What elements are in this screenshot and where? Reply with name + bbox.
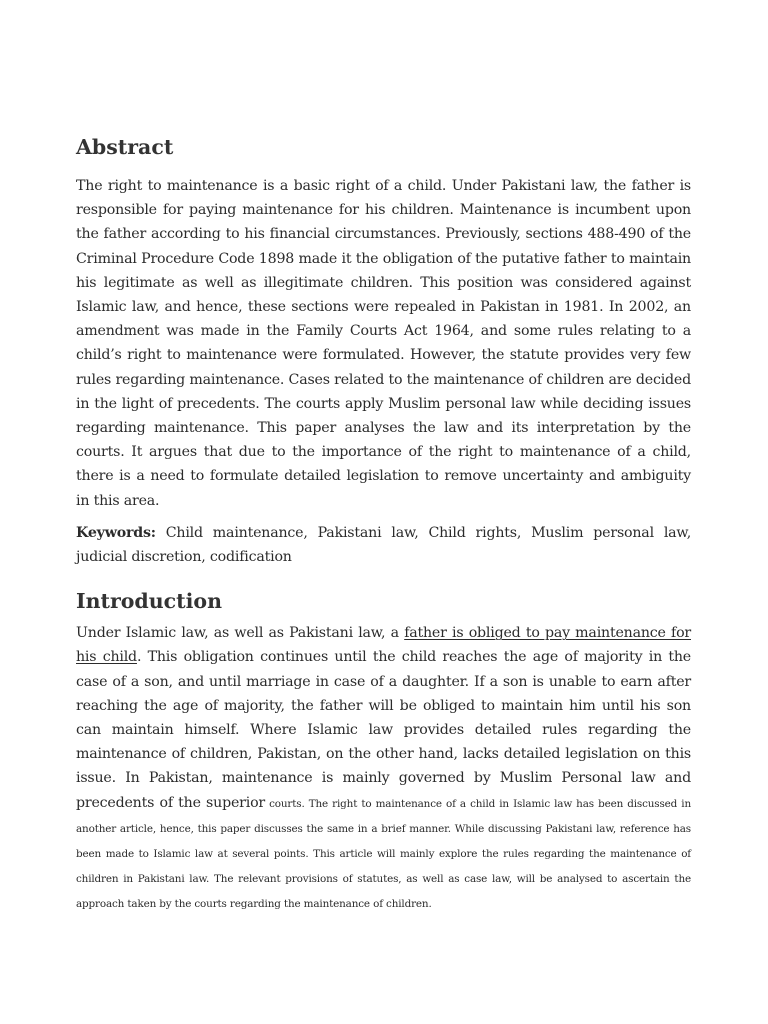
intro-small-text: courts. The right to maintenance of a child in Islamic law has been discussed in another article, hence, this paper discusses the same in a brief manner. While discussing Pakistani law, reference has been made to Islamic law at several points. This article will mainly explore the rules regarding the maintenance of children in Pakistani law. The relevant provisions of statutes, as well as case law, will be analysed to ascertain the approach taken by the courts regarding the maintenance of children. [76, 797, 691, 911]
introduction-paragraph [76, 621, 691, 916]
intro-main-text: . This obligation continues until the child reaches the age of majority in the case of a son, and until marriage in case of a daughter. If a son is unable to earn after reaching the age of majority, the father will be obliged to maintain him until his son can maintain himself. Where Islamic law provides detailed rules regarding the maintenance of children, Pakistan, on the other hand, lacks detailed legislation on this issue. In Pakistan, maintenance is mainly governed by Muslim Personal law and precedents of the superior [76, 649, 692, 811]
introduction-heading: Introduction [76, 589, 222, 614]
abstract-heading: Abstract [76, 135, 174, 159]
reference-link[interactable]: father is obliged to pay maintenance for his child [76, 625, 691, 666]
keywords-label: Keywords: [76, 524, 156, 541]
abstract-paragraph: The right to maintenance is a basic right of a child. Under Pakistani law, the father is responsible for paying maintenance for his children. Maintenance is incumbent upon the father according to his financial circumstances. Previously, sections 488-490 of the Criminal Procedure Code 1898 made it the obligation of the putative father to maintain his legitimate as well as illegitimate children. This position was considered against Islamic law, and hence, these sections were repealed in Pakistan in 1981. In 2002, an amendment was made in the Family Courts Act 1964, and some rules relating to a child’s right to maintenance were formulated. However, the statute provides very few rules regarding maintenance. Cases related to the maintenance of children are decided in the light of precedents. The courts apply Muslim personal law while deciding issues regarding maintenance. This paper analyses the law and its interpretation by the courts. It argues that due to the importance of the right to maintenance of a child, there is a need to formulate detailed legislation to remove uncertainty and ambiguity in this area. [76, 178, 691, 509]
keywords-list: Child maintenance, Pakistani law, Child rights, Muslim personal law, judicial discretion, codification [76, 524, 691, 566]
keywords-paragraph [76, 521, 691, 569]
intro-lead-text: Under Islamic law, as well as Pakistani law, a [76, 625, 405, 642]
